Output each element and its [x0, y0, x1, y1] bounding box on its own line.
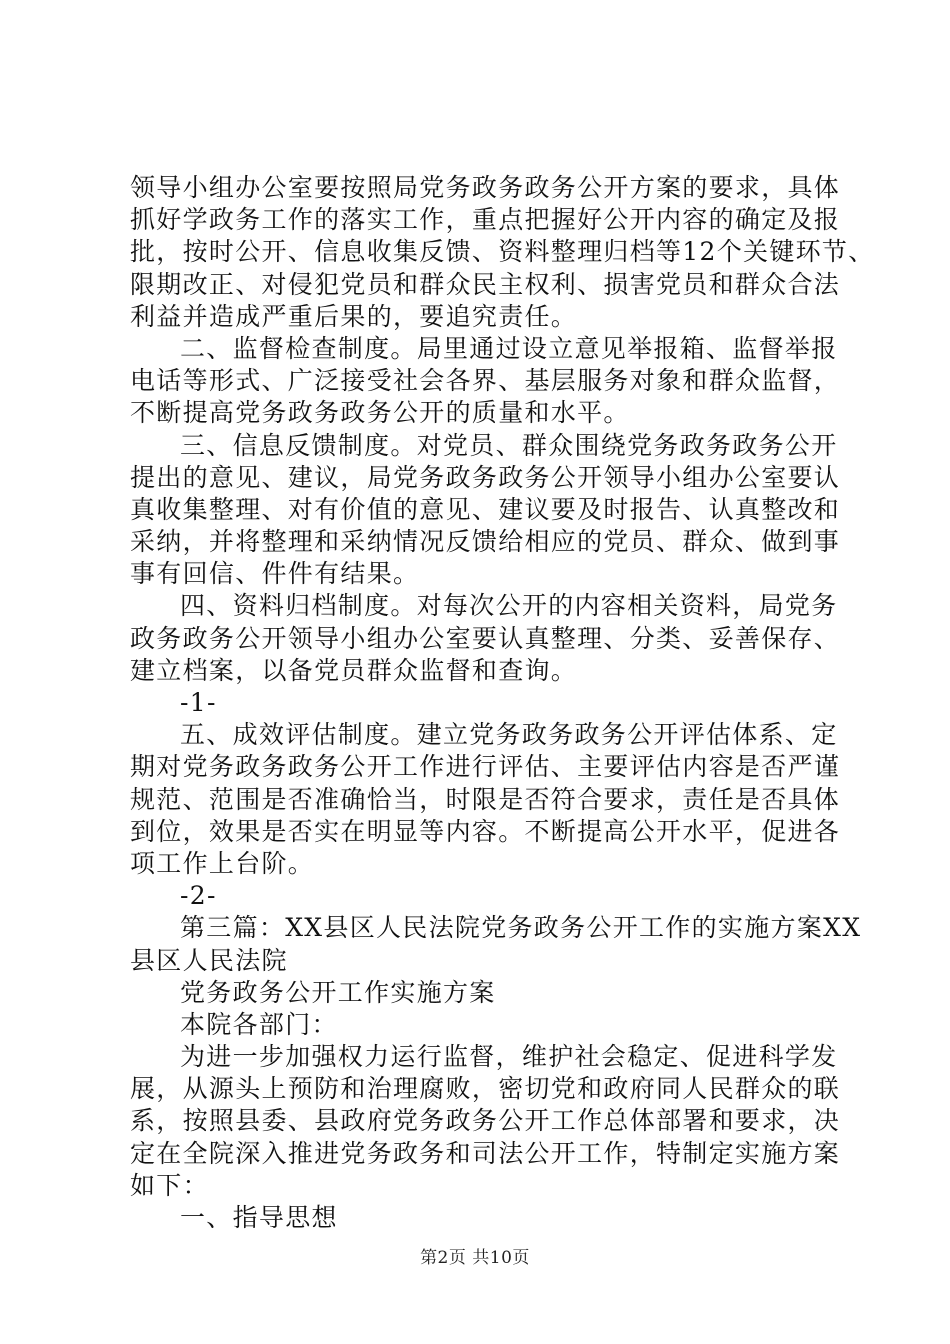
- text-line: 三、信息反馈制度。对党员、群众围绕党务政务政务公开: [180, 430, 838, 460]
- text-line: 领导小组办公室要按照局党务政务政务公开方案的要求，具体: [130, 173, 841, 202]
- text-line: 五、成效评估制度。建立党务政务政务公开评估体系、定: [180, 720, 838, 750]
- text-line: 二、监督检查制度。局里通过设立意见举报箱、监督举报: [180, 333, 838, 363]
- text-line: 项工作上台阶。: [130, 848, 315, 878]
- text-line: 电话等形式、广泛接受社会各界、基层服务对象和群众监督，: [130, 366, 841, 396]
- text-line: 如下：: [130, 1170, 209, 1200]
- text-line: 限期改正、对侵犯党员和群众民主权利、损害党员和群众合法: [130, 269, 841, 299]
- text-line: 期对党务政务政务公开工作进行评估、主要评估内容是否严谨: [130, 752, 841, 782]
- text-line: 抓好学政务工作的落实工作，重点把握好公开内容的确定及报: [130, 205, 841, 235]
- text-line: 党务政务公开工作实施方案: [180, 977, 496, 1007]
- text-line: 四、资料归档制度。对每次公开的内容相关资料，局党务: [180, 591, 838, 621]
- text-line: 为进一步加强权力运行监督，维护社会稳定、促进科学发: [180, 1042, 838, 1072]
- text-line: 采纳，并将整理和采纳情况反馈给相应的党员、群众、做到事: [130, 527, 841, 557]
- text-line: 展，从源头上预防和治理腐败，密切党和政府同人民群众的联: [130, 1074, 841, 1104]
- text-line: 批，按时公开、信息收集反馈、资料整理归档等12个关键环节、: [130, 237, 875, 267]
- page-marker: -1-: [180, 688, 217, 717]
- text-line: 利益并造成严重后果的，要追究责任。: [130, 301, 578, 331]
- text-line: 建立档案，以备党员群众监督和查询。: [130, 655, 578, 685]
- text-line: 事有回信、件件有结果。: [130, 559, 420, 589]
- page-marker: -2-: [180, 881, 217, 911]
- text-line: 系，按照县委、县政府党务政务公开工作总体部署和要求，决: [130, 1106, 841, 1136]
- text-line: 定在全院深入推进党务政务和司法公开工作，特制定实施方案: [130, 1138, 841, 1168]
- text-line: 政务政务公开领导小组办公室要认真整理、分类、妥善保存、: [130, 623, 841, 653]
- document-body: [130, 172, 875, 1234]
- text-line: 真收集整理、对有价值的意见、建议要及时报告、认真整改和: [130, 494, 841, 524]
- text-line: 不断提高党务政务政务公开的质量和水平。: [130, 398, 630, 428]
- section-heading: 县区人民法院: [130, 945, 288, 975]
- text-line: 规范、范围是否准确恰当，时限是否符合要求，责任是否具体: [130, 784, 841, 814]
- page-footer: 第2页 共10页: [420, 1248, 530, 1268]
- text-line: 提出的意见、建议，局党务政务政务公开领导小组办公室要认: [130, 462, 841, 492]
- text-line: 本院各部门：: [180, 1009, 338, 1039]
- text-line: 到位，效果是否实在明显等内容。不断提高公开水平，促进各: [130, 816, 841, 846]
- text-line: 一、指导思想: [180, 1203, 338, 1232]
- section-heading: 第三篇：XX县区人民法院党务政务公开工作的实施方案XX: [180, 913, 862, 943]
